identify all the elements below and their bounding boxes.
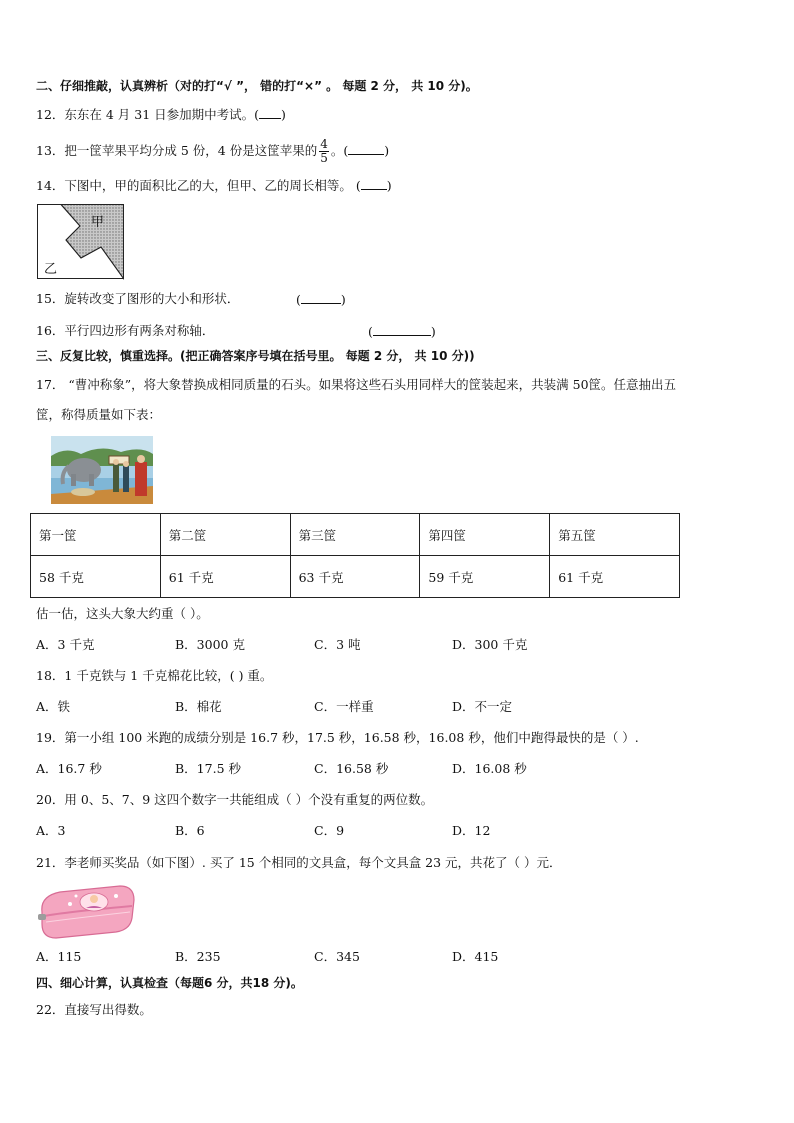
- q16-text: 16．平行四边形有两条对称轴．: [36, 323, 215, 338]
- q21-option-a[interactable]: A．115: [36, 949, 82, 964]
- q21-option-b[interactable]: B．235: [175, 949, 221, 964]
- q13-frac-num: 4: [320, 137, 328, 151]
- q13-answer-blank[interactable]: [348, 142, 384, 155]
- q13-text: 13．把一筐苹果平均分成 5 份，4 份是这筐苹果的: [36, 143, 318, 158]
- q12-answer-blank[interactable]: [259, 106, 281, 119]
- q17-line1: 17． “曹冲称象”，将大象替换成相同质量的石头。如果将这些石头用同样大的筐装起来，共装满 50筐。任意抽出五: [36, 377, 677, 392]
- q20-question: 20．用 0、5、7、9 这四个数字一共能组成（ ）个没有重复的两位数。: [36, 792, 434, 807]
- q19-option-c[interactable]: C．16.58 秒: [314, 761, 389, 776]
- q19-question: 19．第一小组 100 米跑的成绩分别是 16.7 秒，17.5 秒，16.58 秒，16.08 秒，他们中跑得最快的是（ ）.: [36, 730, 639, 745]
- question-22: 22．直接写出得数。: [36, 1002, 152, 1017]
- q17-question: 估一估，这头大象大约重（ ）。: [36, 606, 209, 621]
- q12-close: ): [281, 107, 286, 122]
- q16-close: ): [430, 324, 436, 339]
- mass-table-header: 第五筐: [550, 514, 680, 556]
- q14-close: ): [386, 178, 392, 193]
- q12-text: 12．东东在 4 月 31 日参加期中考试。(: [36, 107, 260, 122]
- mass-table-header: 第三筐: [290, 514, 420, 556]
- q20-option-d[interactable]: D．12: [452, 823, 491, 838]
- mass-table-header: 第四筐: [420, 514, 550, 556]
- question-13: [36, 134, 389, 168]
- mass-table: [30, 513, 680, 598]
- q18-option-a[interactable]: A．铁: [36, 699, 71, 714]
- question-15: [36, 291, 239, 307]
- q21-option-c[interactable]: C．345: [314, 949, 360, 964]
- q16-answer: [368, 323, 436, 340]
- section2-heading: 二、仔细推敲，认真辨析（对的打“√ ”， 错的打“×” 。 每题 2 分， 共 10 分)。: [36, 79, 478, 93]
- mass-table-header: 第一筐: [31, 514, 161, 556]
- q17-line2: 筐，称得质量如下表：: [36, 407, 162, 422]
- q17-option-a[interactable]: A．3 千克: [36, 637, 95, 652]
- mass-table-cell: 63 千克: [290, 556, 420, 598]
- q16-answer-blank[interactable]: [373, 323, 431, 336]
- q14-text: 14．下图中，甲的面积比乙的大，但甲、乙的周长相等。 (: [36, 178, 361, 193]
- q14-label-jia: 甲: [91, 215, 105, 230]
- mass-table-header: 第二筐: [160, 514, 290, 556]
- q21-option-d[interactable]: D．415: [452, 949, 499, 964]
- mass-table-cell: 58 千克: [31, 556, 161, 598]
- q17-option-d[interactable]: D．300 千克: [452, 637, 528, 652]
- q18-option-c[interactable]: C．一样重: [314, 699, 374, 714]
- q18-option-b[interactable]: B．棉花: [175, 699, 222, 714]
- q15-open: (: [296, 292, 301, 307]
- q19-option-b[interactable]: B．17.5 秒: [175, 761, 241, 776]
- mass-table-cell: 61 千克: [550, 556, 680, 598]
- q17-option-b[interactable]: B．3000 克: [175, 637, 245, 652]
- question-16: [36, 323, 214, 339]
- q15-answer-blank[interactable]: [301, 291, 341, 304]
- q18-question: 18．1 千克铁与 1 千克棉花比较，( ) 重。: [36, 668, 273, 683]
- q17-option-c[interactable]: C．3 吨: [314, 637, 361, 652]
- mass-table-cell: 59 千克: [420, 556, 550, 598]
- q16-open: (: [368, 324, 373, 339]
- elephant-illustration: [51, 436, 153, 504]
- q14-figure: [37, 204, 125, 280]
- q13-frac-den: 5: [320, 151, 328, 165]
- q19-option-a[interactable]: A．16.7 秒: [36, 761, 102, 776]
- question-12: [36, 106, 286, 123]
- q21-question: 21．李老师买奖品（如下图）. 买了 15 个相同的文具盒，每个文具盒 23 元，共花了（ ）元．: [36, 855, 562, 870]
- mass-table-value-row: [31, 556, 680, 598]
- q18-option-d[interactable]: D．不一定: [452, 699, 513, 714]
- pencil-case-image: [36, 882, 136, 940]
- mass-table-cell: 61 千克: [160, 556, 290, 598]
- q13-fraction: [319, 138, 329, 165]
- question-14: [36, 177, 392, 194]
- mass-table-header-row: [31, 514, 680, 556]
- q14-answer-blank[interactable]: [361, 177, 387, 190]
- q13-text-after: 。(: [330, 143, 349, 158]
- q15-text: 15．旋转改变了图形的大小和形状．: [36, 291, 240, 306]
- section3-heading: 三、反复比较，慎重选择。(把正确答案序号填在括号里。 每题 2 分， 共 10 分)): [36, 349, 475, 363]
- section4-heading: 四、细心计算，认真检查（每题6 分，共18 分)。: [36, 976, 303, 990]
- q20-option-b[interactable]: B．6: [175, 823, 205, 838]
- q20-option-a[interactable]: A．3: [36, 823, 66, 838]
- q13-close: ): [384, 143, 390, 158]
- q19-option-d[interactable]: D．16.08 秒: [452, 761, 527, 776]
- q14-label-yi: 乙: [44, 262, 58, 277]
- q15-close: ): [340, 292, 346, 307]
- q20-option-c[interactable]: C．9: [314, 823, 345, 838]
- q15-answer: [296, 291, 346, 308]
